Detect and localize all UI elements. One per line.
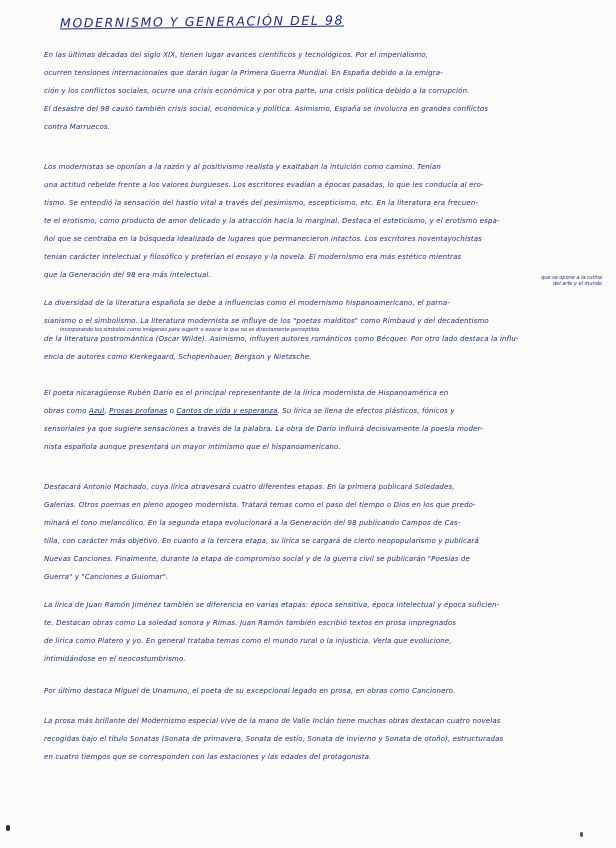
text-line: tilla, con carácter más objetivo. En cuanto a la tercera etapa, su lírica se cargará de cierto neopopularismo y publicará (44, 537, 479, 545)
text-line: En las últimas décadas del siglo XIX, tienen lugar avances científicos y tecnológicos. Por el imperialismo, (44, 51, 429, 59)
page-mark (580, 832, 583, 837)
text-line: encia de autores como Kierkegaard, Schopenhauer, Bergson y Nietzsche. (44, 353, 312, 361)
text-line: ocurren tensiones internacionales que darán lugar la Primera Guerra Mundial. En España debido a la emigra- (44, 69, 443, 77)
text-line: recogidas bajo el título Sonatas (Sonata de primavera, Sonata de estío, Sonata de invierno y Sonata de otoño), estructuradas (44, 735, 504, 743)
margin-note-line: del arte y el mundo (552, 281, 602, 287)
text-line: Por último destaca Miguel de Unamuno, el poeta de su excepcional legado en prosa, en obras como Cancionero. (44, 687, 456, 695)
page-mark (6, 825, 10, 831)
text-line: Galerías. Otros poemas en pleno apogeo modernista. Tratará temas como el paso del tiempo o Dios en los que predo- (44, 501, 476, 509)
paragraph-juan-ramon (44, 596, 594, 668)
paragraph-valle-inclan (44, 712, 594, 766)
text-line: El poeta nicaragüense Rubén Darío es el principal representante de la lírica modernista de Hispanoamérica en (44, 389, 449, 397)
text-line: en cuatro tiempos que se corresponden con las estaciones y las edades del protagonista. (44, 753, 372, 761)
text-line: tismo. Se entendió la sensación del hastío vital a través del pesimismo, escepticismo, etc. En la literatura era frecuen- (44, 199, 479, 207)
text-line: sensoriales ya que sugiere sensaciones a través de la palabra. La obra de Darío influirá decisivamente la poesía moder- (44, 425, 483, 433)
text-line: La lírica de Juan Ramón Jiménez también se diferencia en varias etapas: época sensitiva, época intelectual y época suficien- (44, 601, 500, 609)
text-line: sianismo o el simbolismo. La literatura modernista se influye de los "poetas malditos" como Rimbaud y del decadentismo (44, 317, 489, 325)
text-line: La diversidad de la literatura española se debe a influencias como el modernismo hispanoamericano, el parna- (44, 299, 451, 307)
paragraph-context (44, 46, 594, 136)
paragraph-unamuno (44, 682, 594, 700)
text-line: una actitud rebelde frente a los valores burgueses. Los escritores evadían a épocas pasadas, lo que les conducía al ero- (44, 181, 484, 189)
text-line: de la literatura postromántica (Oscar Wilde). Asimismo, influyen autores románticos como Bécquer. Por otro lado destaca la influ- (44, 335, 519, 343)
paragraph-machado (44, 478, 594, 586)
text-line: te. Destacan obras como La soledad sonora y Rimas. Juan Ramón también escribió textos en prosa impregnados (44, 619, 457, 627)
text-line: ñol que se centraba en la búsqueda idealizada de lugares que permanecieron intactos. Los escritores noventayochistas (44, 235, 482, 243)
text-line: nista española aunque presentará un mayor intimismo que el hispanoamericano. (44, 443, 341, 451)
paragraph-modernists (44, 158, 594, 284)
text-line: de lírica como Platero y yo. En general trataba temas como el mundo rural o la injusticia. Verla que evolucione, (44, 637, 452, 645)
text-line: intimidándose en el neocostumbrismo. (44, 655, 186, 663)
paragraph-influences (44, 294, 594, 366)
text-line: obras como Azul, Prosas profanas o Cantos de vida y esperanza. Su lírica se llena de efectos plásticos, fónicos y (44, 407, 455, 415)
inserted-note: incorporando los símbolos como imágenes para sugerir o evocar lo que no es directamente perceptible (60, 327, 320, 333)
text-line: minará el tono melancólico. En la segunda etapa evolucionará a la Generación del 98 publicando Campos de Cas- (44, 519, 461, 527)
text-line: que la Generación del 98 era más intelectual. (44, 271, 211, 279)
text-line: La prosa más brillante del Modernismo especial vive de la mano de Valle Inclán tiene muchas obras destacan cuatro novelas (44, 717, 501, 725)
text-line: Los modernistas se oponían a la razón y al positivismo realista y exaltaban la intuición como camino. Tenían (44, 163, 441, 171)
margin-note-line: que se opone a la rutina (541, 275, 602, 281)
text-line: ción y los conflictos sociales, ocurre una crisis económica y por otra parte, una crisis política debido a la corrupción. (44, 87, 470, 95)
text-line: Nuevas Canciones. Finalmente, durante la etapa de compromiso social y de la guerra civil se publicarán "Poesías de (44, 555, 470, 563)
text-line: tenían carácter intelectual y filosófico y preferían el ensayo y la novela. El modernismo era más estético mientras (44, 253, 462, 261)
paragraph-ruben-dario (44, 384, 594, 456)
text-line: te el erotismo, como producto de amor delicado y la atracción hacia lo marginal. Destaca el esteticismo, y el erotismo espa- (44, 217, 500, 225)
text-line: contra Marruecos. (44, 123, 111, 131)
text-line: Guerra" y "Canciones a Guiomar". (44, 573, 169, 581)
text-line: Destacará Antonio Machado, cuya lírica atravesará cuatro diferentes etapas. En la primera publicará Soledades, (44, 483, 455, 491)
margin-note (522, 275, 602, 287)
page-title: MODERNISMO Y GENERACIÓN DEL 98 (59, 12, 345, 31)
text-line: El desastre del 98 causó también crisis social, económica y política. Asimismo, España se involucra en grandes conflictos (44, 105, 489, 113)
